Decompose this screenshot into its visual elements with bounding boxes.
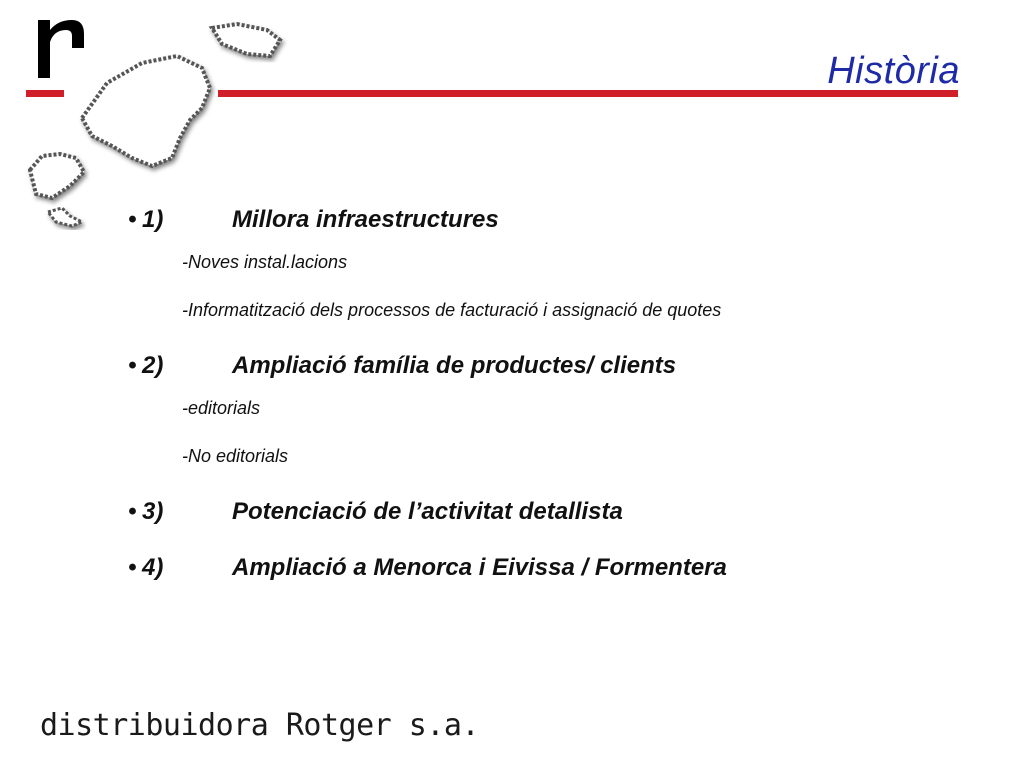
list-item [128,554,988,594]
sub-item: -Noves instal.lacions [182,252,348,272]
list-item-heading [128,352,988,392]
bullet: • [128,352,137,379]
page-title: Història [827,50,960,92]
item-heading-text: Ampliació família de productes/ clients [232,352,677,379]
bullet: • [128,554,137,581]
item-heading-text: Millora infraestructures [232,206,499,233]
list-item [128,498,988,538]
item-number: 4) [142,554,164,581]
list-item-heading [128,554,988,594]
list-item [128,352,988,488]
bullet: • [128,206,137,233]
sub-item: -No editorials [182,446,289,466]
item-number: 1) [142,206,164,233]
list-item [128,206,988,342]
r-logo-icon [30,14,90,84]
header-rule-left [26,90,64,97]
list-item-heading [128,206,988,246]
item-number: 3) [142,498,164,525]
item-heading-text: Ampliació a Menorca i Eivissa / Formentera [232,554,727,581]
bullet: • [128,498,137,525]
item-number: 2) [142,352,164,379]
list-item-heading [128,498,988,538]
item-heading-text: Potenciació de l’activitat detallista [232,498,623,525]
footer-brand: distribuidora Rotger s.a. [40,708,480,743]
sub-item: -editorials [182,398,261,418]
sub-item: -Informatització dels processos de facturació i assignació de quotes [182,300,722,320]
history-list [128,206,988,594]
